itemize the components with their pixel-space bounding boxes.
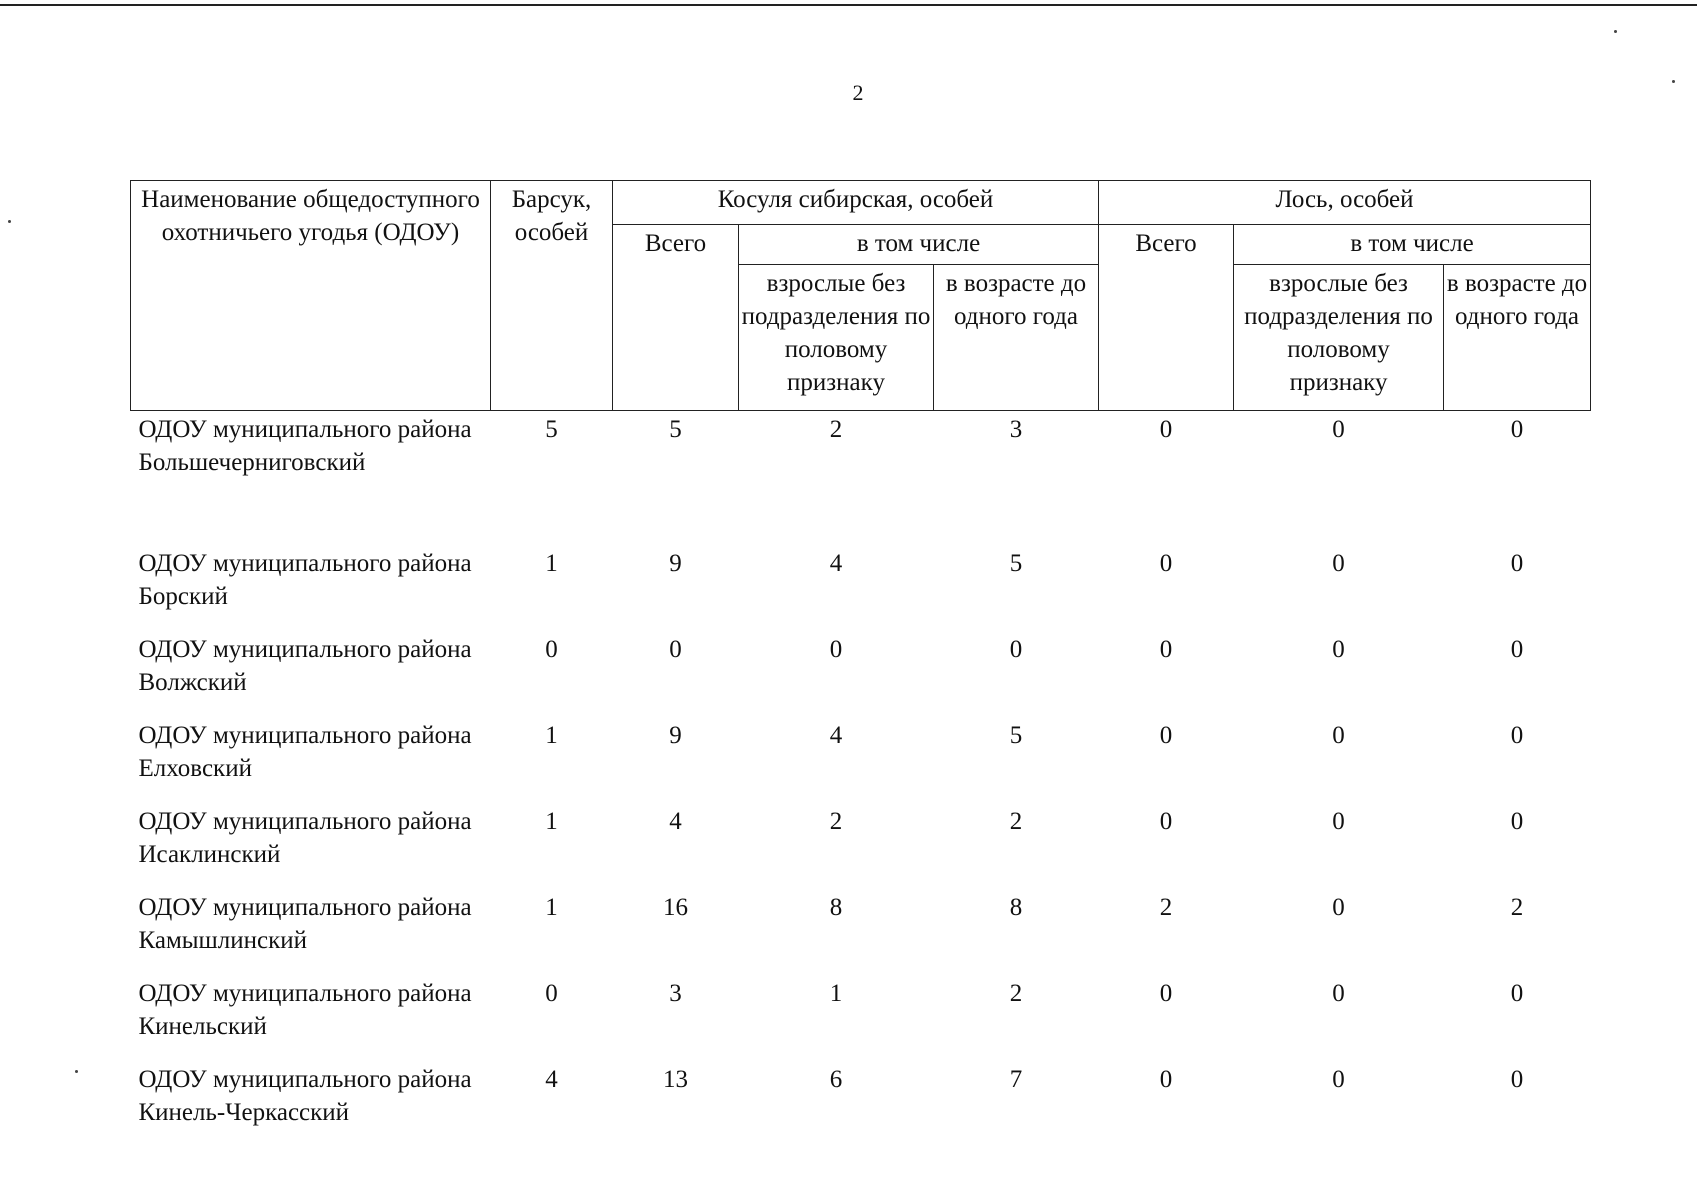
cell-moose-young: 0	[1510, 1065, 1524, 1093]
header-moose-young: в возрасте до одного года	[1444, 265, 1591, 411]
cell-moose-young: 0	[1510, 721, 1524, 749]
scan-speck	[8, 220, 11, 223]
header-moose-total: Всего	[1099, 225, 1234, 411]
header-roe-total: Всего	[613, 225, 739, 411]
cell-roe-young: 2	[1009, 807, 1023, 835]
cell-moose-young: 0	[1510, 416, 1524, 443]
cell-roe-total: 5	[669, 416, 682, 443]
row-name: ОДОУ муниципального района Большечерниговский	[138, 416, 472, 476]
table-row	[131, 717, 1591, 803]
cell-moose-total: 2	[1159, 893, 1173, 921]
cell-roe-adults: 6	[829, 1065, 843, 1093]
cell-moose-young: 0	[1510, 635, 1524, 663]
cell-roe-total: 9	[669, 721, 682, 749]
table-row	[131, 545, 1591, 631]
cell-moose-adults: 0	[1332, 721, 1345, 749]
cell-moose-young: 0	[1510, 979, 1524, 1007]
cell-roe-total: 9	[669, 549, 682, 577]
cell-badger: 0	[545, 635, 558, 663]
cell-roe-adults: 8	[829, 893, 843, 921]
table-row	[131, 889, 1591, 975]
cell-moose-adults: 0	[1332, 549, 1345, 577]
scan-speck	[1614, 30, 1617, 33]
cell-moose-adults: 0	[1332, 635, 1345, 663]
cell-badger: 1	[545, 807, 558, 835]
table-row	[131, 803, 1591, 889]
header-moose-including: в том числе	[1234, 225, 1591, 265]
header-roe-group: Косуля сибирская, особей	[613, 181, 1099, 225]
cell-moose-total: 0	[1159, 1065, 1173, 1093]
cell-roe-young: 8	[1009, 893, 1023, 921]
table-row	[131, 1061, 1591, 1147]
wildlife-count-table	[130, 180, 1591, 1147]
table-row	[131, 975, 1591, 1061]
cell-moose-total: 0	[1159, 979, 1173, 1007]
cell-roe-total: 3	[669, 979, 682, 1007]
cell-roe-young: 0	[1009, 635, 1023, 663]
cell-badger: 1	[545, 549, 558, 577]
cell-moose-total: 0	[1159, 721, 1173, 749]
cell-roe-total: 0	[669, 635, 682, 663]
cell-moose-young: 0	[1510, 807, 1524, 835]
cell-badger: 1	[545, 721, 558, 749]
cell-moose-total: 0	[1159, 416, 1173, 443]
cell-roe-adults: 4	[829, 721, 843, 749]
cell-roe-adults: 2	[829, 416, 843, 443]
table-row	[131, 631, 1591, 717]
cell-roe-total: 16	[663, 893, 688, 921]
cell-badger: 5	[545, 416, 558, 443]
row-name: ОДОУ муниципального района Исаклинский	[138, 807, 472, 868]
cell-roe-young: 5	[1009, 549, 1023, 577]
cell-badger: 0	[545, 979, 558, 1007]
cell-moose-adults: 0	[1332, 1065, 1345, 1093]
row-name: ОДОУ муниципального района Волжский	[138, 635, 472, 696]
scan-speck	[1672, 80, 1675, 83]
row-name: ОДОУ муниципального района Камышлинский	[138, 893, 472, 954]
cell-roe-young: 7	[1009, 1065, 1023, 1093]
cell-roe-adults: 2	[829, 807, 843, 835]
cell-moose-total: 0	[1159, 635, 1173, 663]
cell-moose-total: 0	[1159, 807, 1173, 835]
top-rule	[0, 4, 1697, 6]
header-moose-adults: взрослые без подразделения по половому признаку	[1234, 265, 1444, 411]
cell-moose-young: 2	[1510, 893, 1524, 921]
row-name: ОДОУ муниципального района Кинельский	[138, 979, 472, 1040]
cell-badger: 4	[545, 1065, 558, 1093]
cell-roe-adults: 4	[829, 549, 843, 577]
cell-badger: 1	[545, 893, 558, 921]
cell-moose-adults: 0	[1332, 893, 1345, 921]
header-name: Наименование общедоступного охотничьего угодья (ОДОУ)	[131, 181, 491, 411]
cell-roe-adults: 0	[829, 635, 843, 663]
cell-roe-young: 5	[1009, 721, 1023, 749]
header-moose-group: Лось, особей	[1099, 181, 1591, 225]
cell-moose-adults: 0	[1332, 807, 1345, 835]
page-number: 2	[852, 80, 864, 105]
cell-roe-adults: 1	[829, 979, 843, 1007]
header-badger: Барсук, особей	[491, 181, 613, 411]
header-roe-including: в том числе	[739, 225, 1099, 265]
cell-moose-young: 0	[1510, 549, 1524, 577]
cell-moose-adults: 0	[1332, 416, 1345, 443]
header-roe-young: в возрасте до одного года	[934, 265, 1099, 411]
table-row	[131, 411, 1591, 545]
row-name: ОДОУ муниципального района Елховский	[138, 721, 472, 782]
header-roe-adults: взрослые без подразделения по половому признаку	[739, 265, 934, 411]
cell-moose-adults: 0	[1332, 979, 1345, 1007]
row-name: ОДОУ муниципального района Кинель-Черкасский	[138, 1065, 472, 1126]
cell-roe-young: 2	[1009, 979, 1023, 1007]
cell-roe-young: 3	[1009, 416, 1023, 443]
cell-moose-total: 0	[1159, 549, 1173, 577]
cell-roe-total: 13	[663, 1065, 688, 1093]
scan-speck	[75, 1070, 78, 1073]
row-name: ОДОУ муниципального района Борский	[138, 549, 472, 610]
cell-roe-total: 4	[669, 807, 682, 835]
